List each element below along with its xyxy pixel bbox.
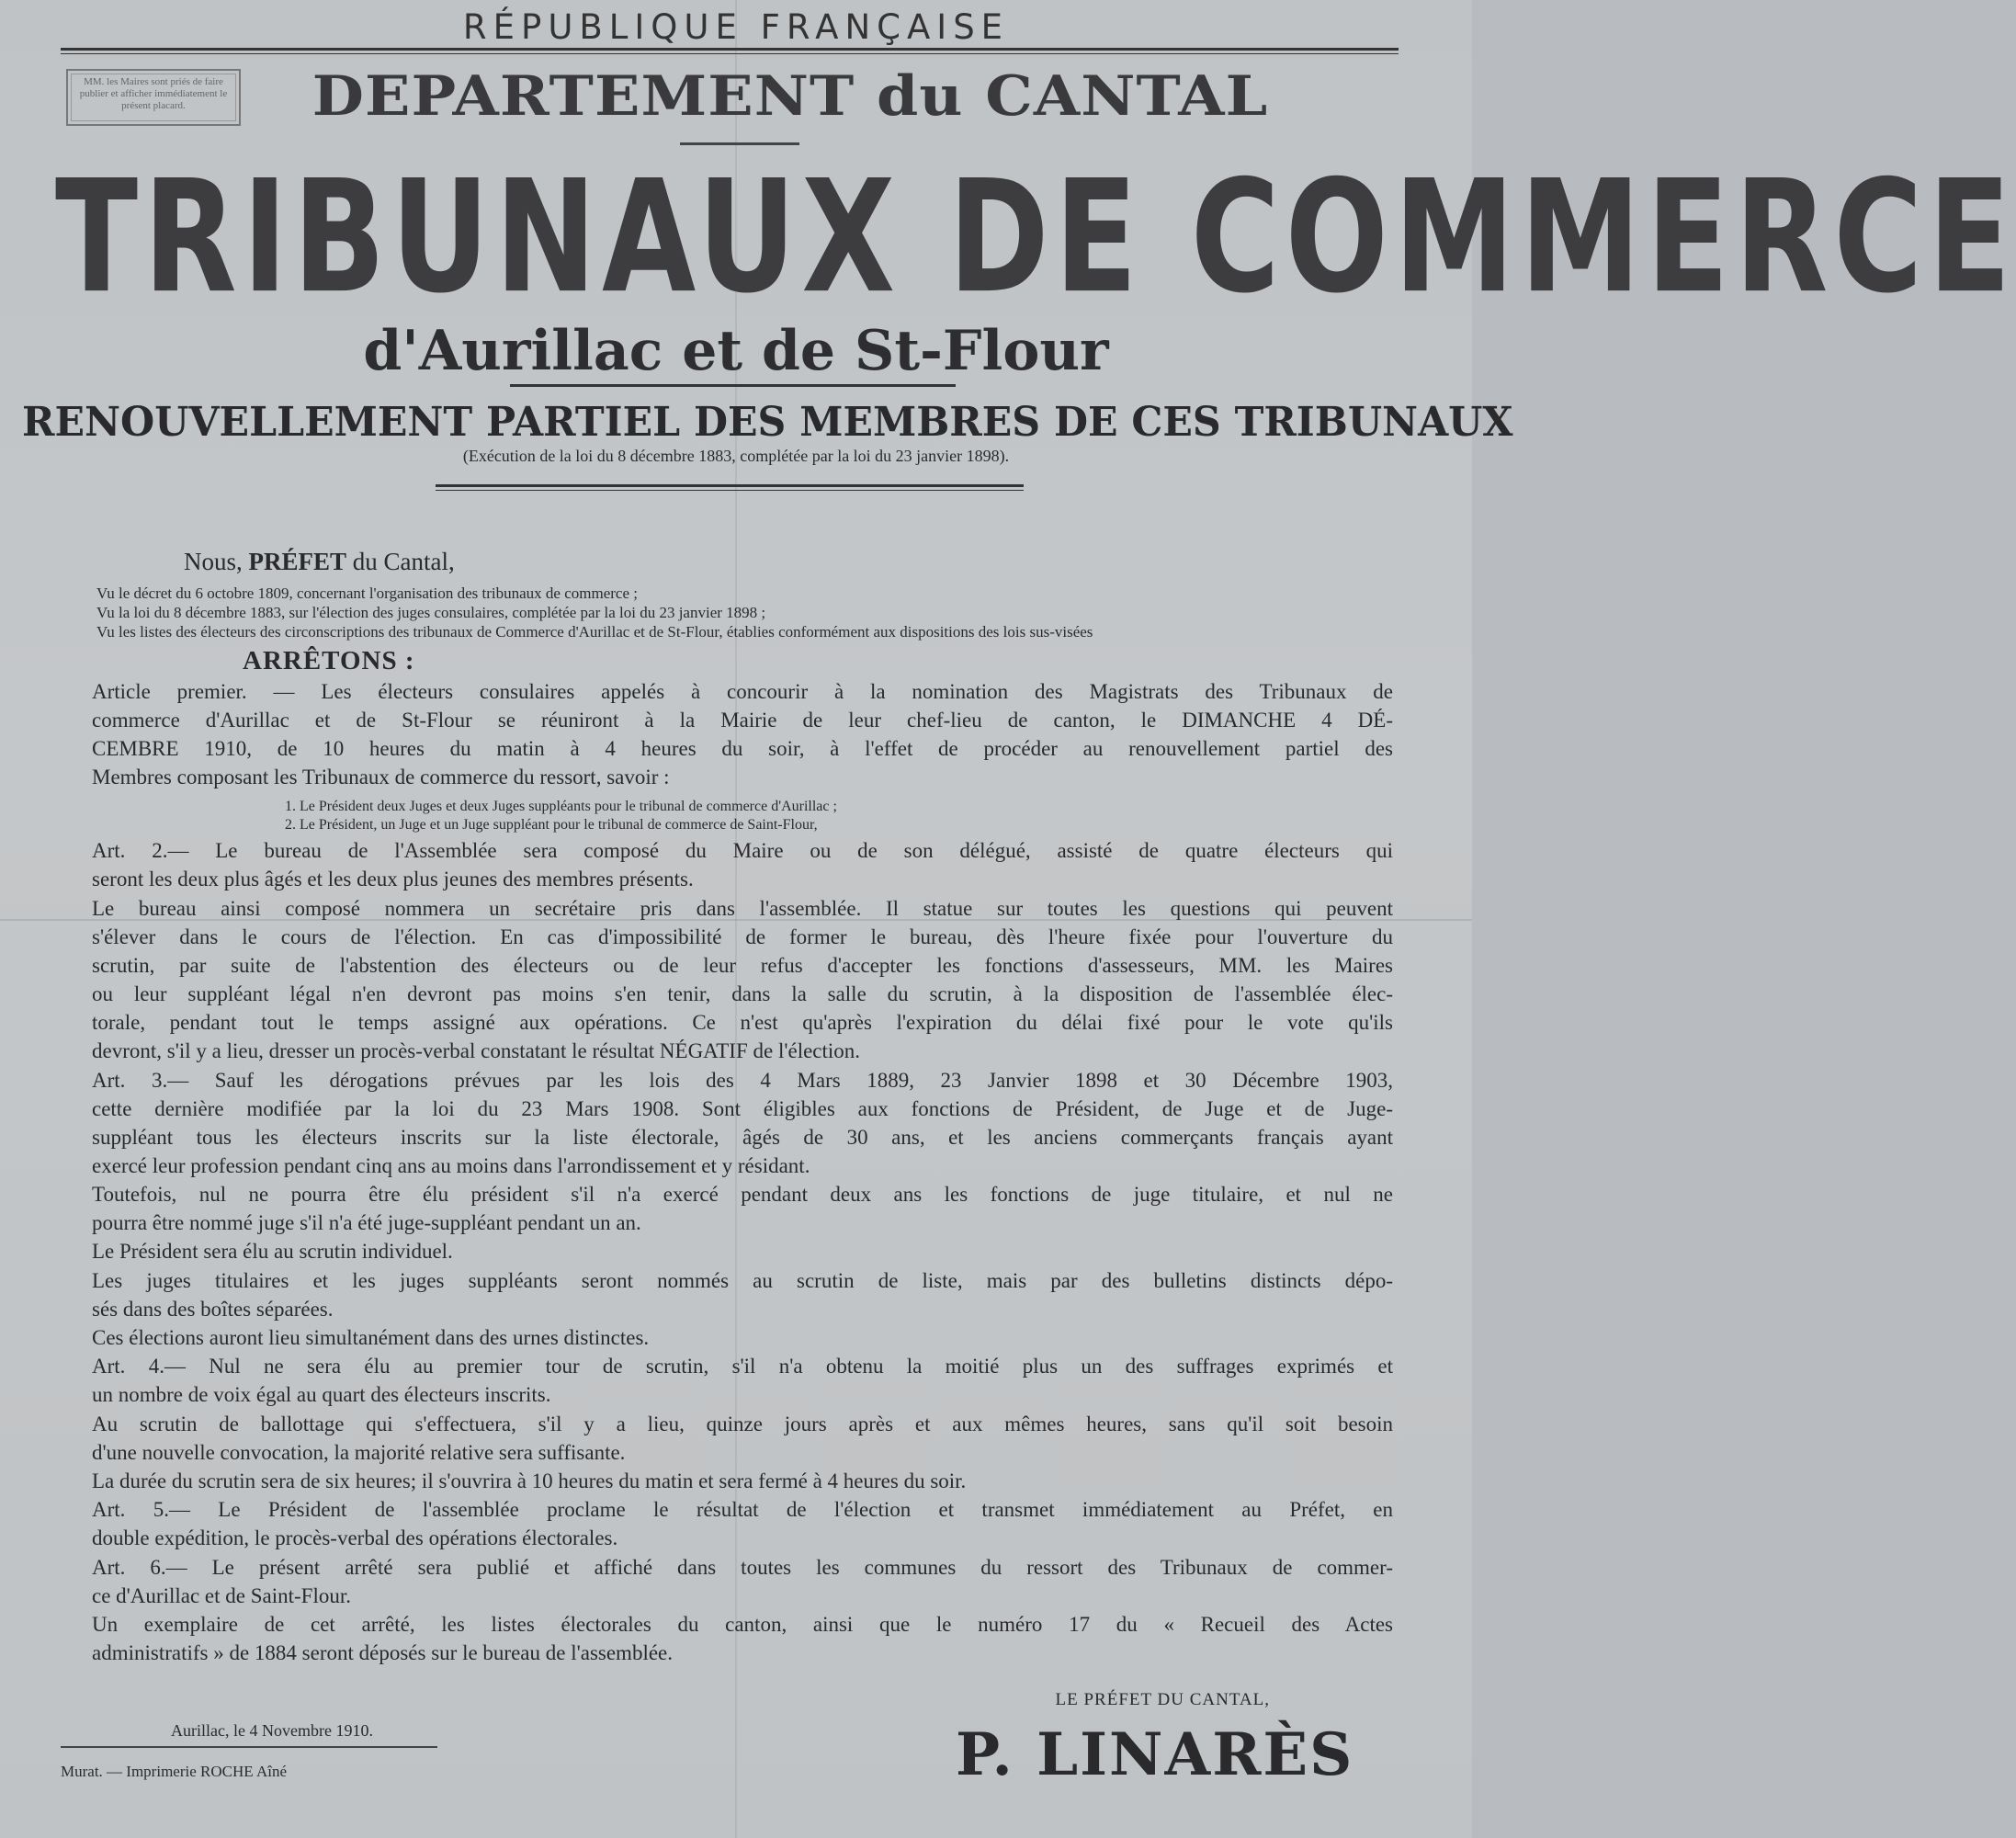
republique-heading: RÉPUBLIQUE FRANÇAISE xyxy=(462,7,1010,47)
body-line: Un exemplaire de cet arrêté, les listes électorales du canton, ainsi que le numéro 17 du « Recueil des Actes xyxy=(92,1613,1393,1636)
body-line: Art. 2.— Le bureau de l'Assemblée sera composé du Maire ou de son délégué, assisté de quatre électeurs qui xyxy=(92,839,1393,862)
body-line: seront les deux plus âgés et les deux plus jeunes des membres présents. xyxy=(92,868,694,891)
cities-heading: d'Aurillac et de St-Flour xyxy=(363,319,1109,383)
divider xyxy=(436,484,1024,487)
footer-rule xyxy=(61,1746,437,1748)
renouvellement-heading: RENOUVELLEMENT PARTIEL DES MEMBRES DE CES TRIBUNAUX xyxy=(22,399,1513,446)
body-line: un nombre de voix égal au quart des électeurs inscrits. xyxy=(92,1383,551,1406)
top-rule-thin xyxy=(61,53,1399,54)
divider xyxy=(680,142,799,145)
body-line: CEMBRE 1910, de 10 heures du matin à 4 heures du soir, à l'effet de procéder au renouvellement partiel des xyxy=(92,737,1393,760)
printer-credit: Murat. — Imprimerie ROCHE Aîné xyxy=(61,1763,287,1780)
sub-item: 1. Le Président deux Juges et deux Juges suppléants pour le tribunal de commerce d'Aurillac ; xyxy=(285,799,837,814)
top-rule xyxy=(61,48,1399,51)
vu-line: Vu le décret du 6 octobre 1809, concernant l'organisation des tribunaux de commerce ; xyxy=(96,584,638,602)
divider-thin xyxy=(436,490,1024,491)
body-line: Le Président sera élu au scrutin individuel. xyxy=(92,1240,453,1263)
body-line: Le bureau ainsi composé nommera un secrétaire pris dans l'assemblée. Il statue sur toutes les questions qui peuvent xyxy=(92,897,1393,920)
body-line: Art. 4.— Nul ne sera élu au premier tour de scrutin, s'il n'a obtenu la moitié plus un des suffrages exprimés et xyxy=(92,1355,1393,1378)
departement-heading: DEPARTEMENT du CANTAL xyxy=(311,64,1269,129)
body-line: suppléant tous les électeurs inscrits sur la liste électorale, âgés de 30 ans, et les anciens commerçants français ayant xyxy=(92,1126,1393,1149)
body-line: double expédition, le procès-verbal des opérations électorales. xyxy=(92,1526,618,1549)
nous-word: Nous, xyxy=(184,548,243,575)
tribunaux-heading: TRIBUNAUX DE COMMERCE xyxy=(55,147,2016,329)
body-line: Au scrutin de ballottage qui s'effectuera, s'il y a lieu, quinze jours après et aux mêmes heures, sans qu'il soit besoin xyxy=(92,1413,1393,1435)
body-line: s'élever dans le cours de l'élection. En cas d'impossibilité de former le bureau, dès l'heure fixée pour l'ouverture du xyxy=(92,925,1393,948)
body-line: Toutefois, nul ne pourra être élu président s'il n'a exercé pendant deux ans les fonctions de juge titulaire, et nul ne xyxy=(92,1183,1393,1206)
signature-name: P. LINARÈS xyxy=(956,1720,1354,1789)
body-line: administratifs » de 1884 seront déposés sur le bureau de l'assemblée. xyxy=(92,1641,674,1664)
body-line: Art. 5.— Le Président de l'assemblée proclame le résultat de l'élection et transmet immédiatement au Préfet, en xyxy=(92,1498,1393,1521)
body-line: La durée du scrutin sera de six heures; il s'ouvrira à 10 heures du matin et sera fermé à 4 heures du soir. xyxy=(92,1469,967,1492)
body-line: sés dans des boîtes séparées. xyxy=(92,1298,334,1321)
body-line: ce d'Aurillac et de Saint-Flour. xyxy=(92,1584,351,1607)
date-line: Aurillac, le 4 Novembre 1910. xyxy=(171,1721,373,1740)
preamble-nous xyxy=(184,548,455,576)
body-line: devront, s'il y a lieu, dresser un procès-verbal constatant le résultat NÉGATIF de l'élection. xyxy=(92,1039,861,1062)
execution-subtitle: (Exécution de la loi du 8 décembre 1883, complétée par la loi du 23 janvier 1898). xyxy=(462,447,1010,465)
maires-notice-box: MM. les Maires sont priés de faire publier et afficher immédiatement le présent placard. xyxy=(66,69,241,126)
body-line: d'une nouvelle convocation, la majorité relative sera suffisante. xyxy=(92,1441,626,1464)
body-line: exercé leur profession pendant cinq ans au moins dans l'arrondissement et y résidant. xyxy=(92,1154,810,1177)
sub-item: 2. Le Président, un Juge et un Juge suppléant pour le tribunal de commerce de Saint-Flour, xyxy=(285,817,818,833)
body-line: scrutin, par suite de l'abstention des électeurs ou de leur refus d'accepter les fonctions d'assesseurs, MM. les Maires xyxy=(92,954,1393,977)
body-line: Ces élections auront lieu simultanément dans des urnes distinctes. xyxy=(92,1326,650,1349)
body-line: Les juges titulaires et les juges suppléants seront nommés au scrutin de liste, mais par des bulletins distincts dépo- xyxy=(92,1269,1393,1292)
prefet-title: LE PRÉFET DU CANTAL, xyxy=(1055,1690,1270,1709)
body-line: ou leur suppléant légal n'en devront pas moins s'en tenir, dans la salle du scrutin, à la disposition de l'assemblée élec- xyxy=(92,982,1393,1005)
vu-line: Vu la loi du 8 décembre 1883, sur l'élection des juges consulaires, complétée par la loi du 23 janvier 1898 ; xyxy=(96,604,766,621)
body-line: cette dernière modifiée par la loi du 23 Mars 1908. Sont éligibles aux fonctions de Président, de Juge et de Juge- xyxy=(92,1097,1393,1120)
body-line: commerce d'Aurillac et de St-Flour se réuniront à la Mairie de leur chef-lieu de canton, le DIMANCHE 4 DÉ- xyxy=(92,709,1393,732)
body-line: Membres composant les Tribunaux de commerce du ressort, savoir : xyxy=(92,766,670,789)
body-line: torale, pendant tout le temps assigné aux opérations. Ce n'est qu'après l'expiration du délai fixé pour le vote qu'ils xyxy=(92,1011,1393,1034)
body-line: Art. 6.— Le présent arrêté sera publié et affiché dans toutes les communes du ressort des Tribunaux de commer- xyxy=(92,1556,1393,1579)
body-line: pourra être nommé juge s'il n'a été juge-suppléant pendant un an. xyxy=(92,1211,641,1234)
vu-line: Vu les listes des électeurs des circonscriptions des tribunaux de Commerce d'Aurillac et de St-Flour, établies conformément aux dispositions des lois sus-visées xyxy=(96,623,1093,641)
du-cantal-word: du Cantal, xyxy=(352,548,455,575)
arretons-heading: ARRÊTONS : xyxy=(243,646,415,675)
body-line: Article premier. — Les électeurs consulaires appelés à concourir à la nomination des Magistrats des Tribunaux de xyxy=(92,680,1393,703)
divider xyxy=(510,384,956,387)
body-line: Art. 3.— Sauf les dérogations prévues par les lois des 4 Mars 1889, 23 Janvier 1898 et 30 Décembre 1903, xyxy=(92,1069,1393,1092)
prefet-word: PRÉFET xyxy=(248,548,347,575)
